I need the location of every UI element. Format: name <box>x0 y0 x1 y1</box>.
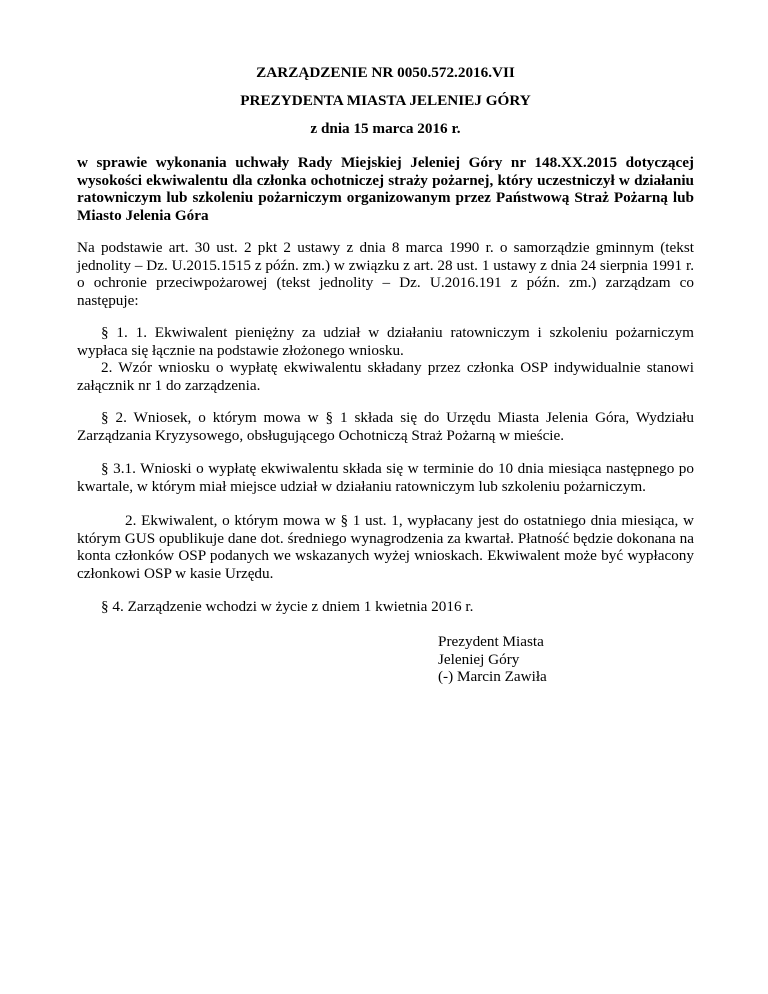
section-1-paragraph-1: § 1. 1. Ekwiwalent pieniężny za udział w działaniu ratowniczym i szkoleniu pożarniczym wypłaca się łącznie na podstawie złożonego wniosku. <box>77 324 694 359</box>
section-4-paragraph: § 4. Zarządzenie wchodzi w życie z dniem 1 kwietnia 2016 r. <box>101 598 474 615</box>
document-subject: w sprawie wykonania uchwały Rady Miejskiej Jeleniej Góry nr 148.XX.2015 dotyczącej wysokości ekwiwalentu dla członka ochotniczej straży pożarnej, który uczestniczył w działaniu ratowniczym lub szkoleniu pożarniczym organizowanym przez Państwową Straż Pożarną lub Miasto Jelenia Góra <box>77 154 694 224</box>
signature-title: Prezydent Miasta <box>438 633 544 650</box>
section-3-paragraph-1: § 3.1. Wnioski o wypłatę ekwiwalentu składa się w terminie do 10 dnia miesiąca następnego po kwartale, w którym miał miejsce udział w działaniu ratowniczym lub szkoleniu pożarniczym. <box>77 460 694 495</box>
section-1-paragraph-2: 2. Wzór wniosku o wypłatę ekwiwalentu składany przez członka OSP indywidualnie stanowi załącznik nr 1 do zarządzenia. <box>77 359 694 394</box>
signature-block <box>438 633 547 686</box>
section-3-paragraph-2: 2. Ekwiwalent, o którym mowa w § 1 ust. 1, wypłacany jest do ostatniego dnia miesiąca, w którym GUS opublikuje dane dot. średniego wynagrodzenia za kwartał. Płatność będzie dokonana na konta członków OSP podanych we wskazanych wyżej wnioskach. Ekwiwalent może być wypłacony członkowi OSP w kasie Urzędu. <box>77 512 694 582</box>
section-2-paragraph: § 2. Wniosek, o którym mowa w § 1 składa się do Urzędu Miasta Jelenia Góra, Wydziału Zarządzania Kryzysowego, obsługującego Ochotniczą Straż Pożarną w mieście. <box>77 409 694 444</box>
signature-city: Jeleniej Góry <box>438 650 520 668</box>
signature-name: (-) Marcin Zawiła <box>438 668 547 686</box>
preamble-paragraph: Na podstawie art. 30 ust. 2 pkt 2 ustawy z dnia 8 marca 1990 r. o samorządzie gminnym (tekst jednolity – Dz. U.2015.1515 z późn. zm.) w związku z art. 28 ust. 1 ustawy z dnia 24 sierpnia 1991 r. o ochronie przeciwpożarowej (tekst jednolity – Dz. U.2016.191 z późn. zm.) zarządzam co następuje: <box>77 239 694 309</box>
document-date: z dnia 15 marca 2016 r. <box>310 120 461 137</box>
document-title: ZARZĄDZENIE NR 0050.572.2016.VII <box>256 64 515 81</box>
document-issuer: PREZYDENTA MIASTA JELENIEJ GÓRY <box>240 92 531 109</box>
